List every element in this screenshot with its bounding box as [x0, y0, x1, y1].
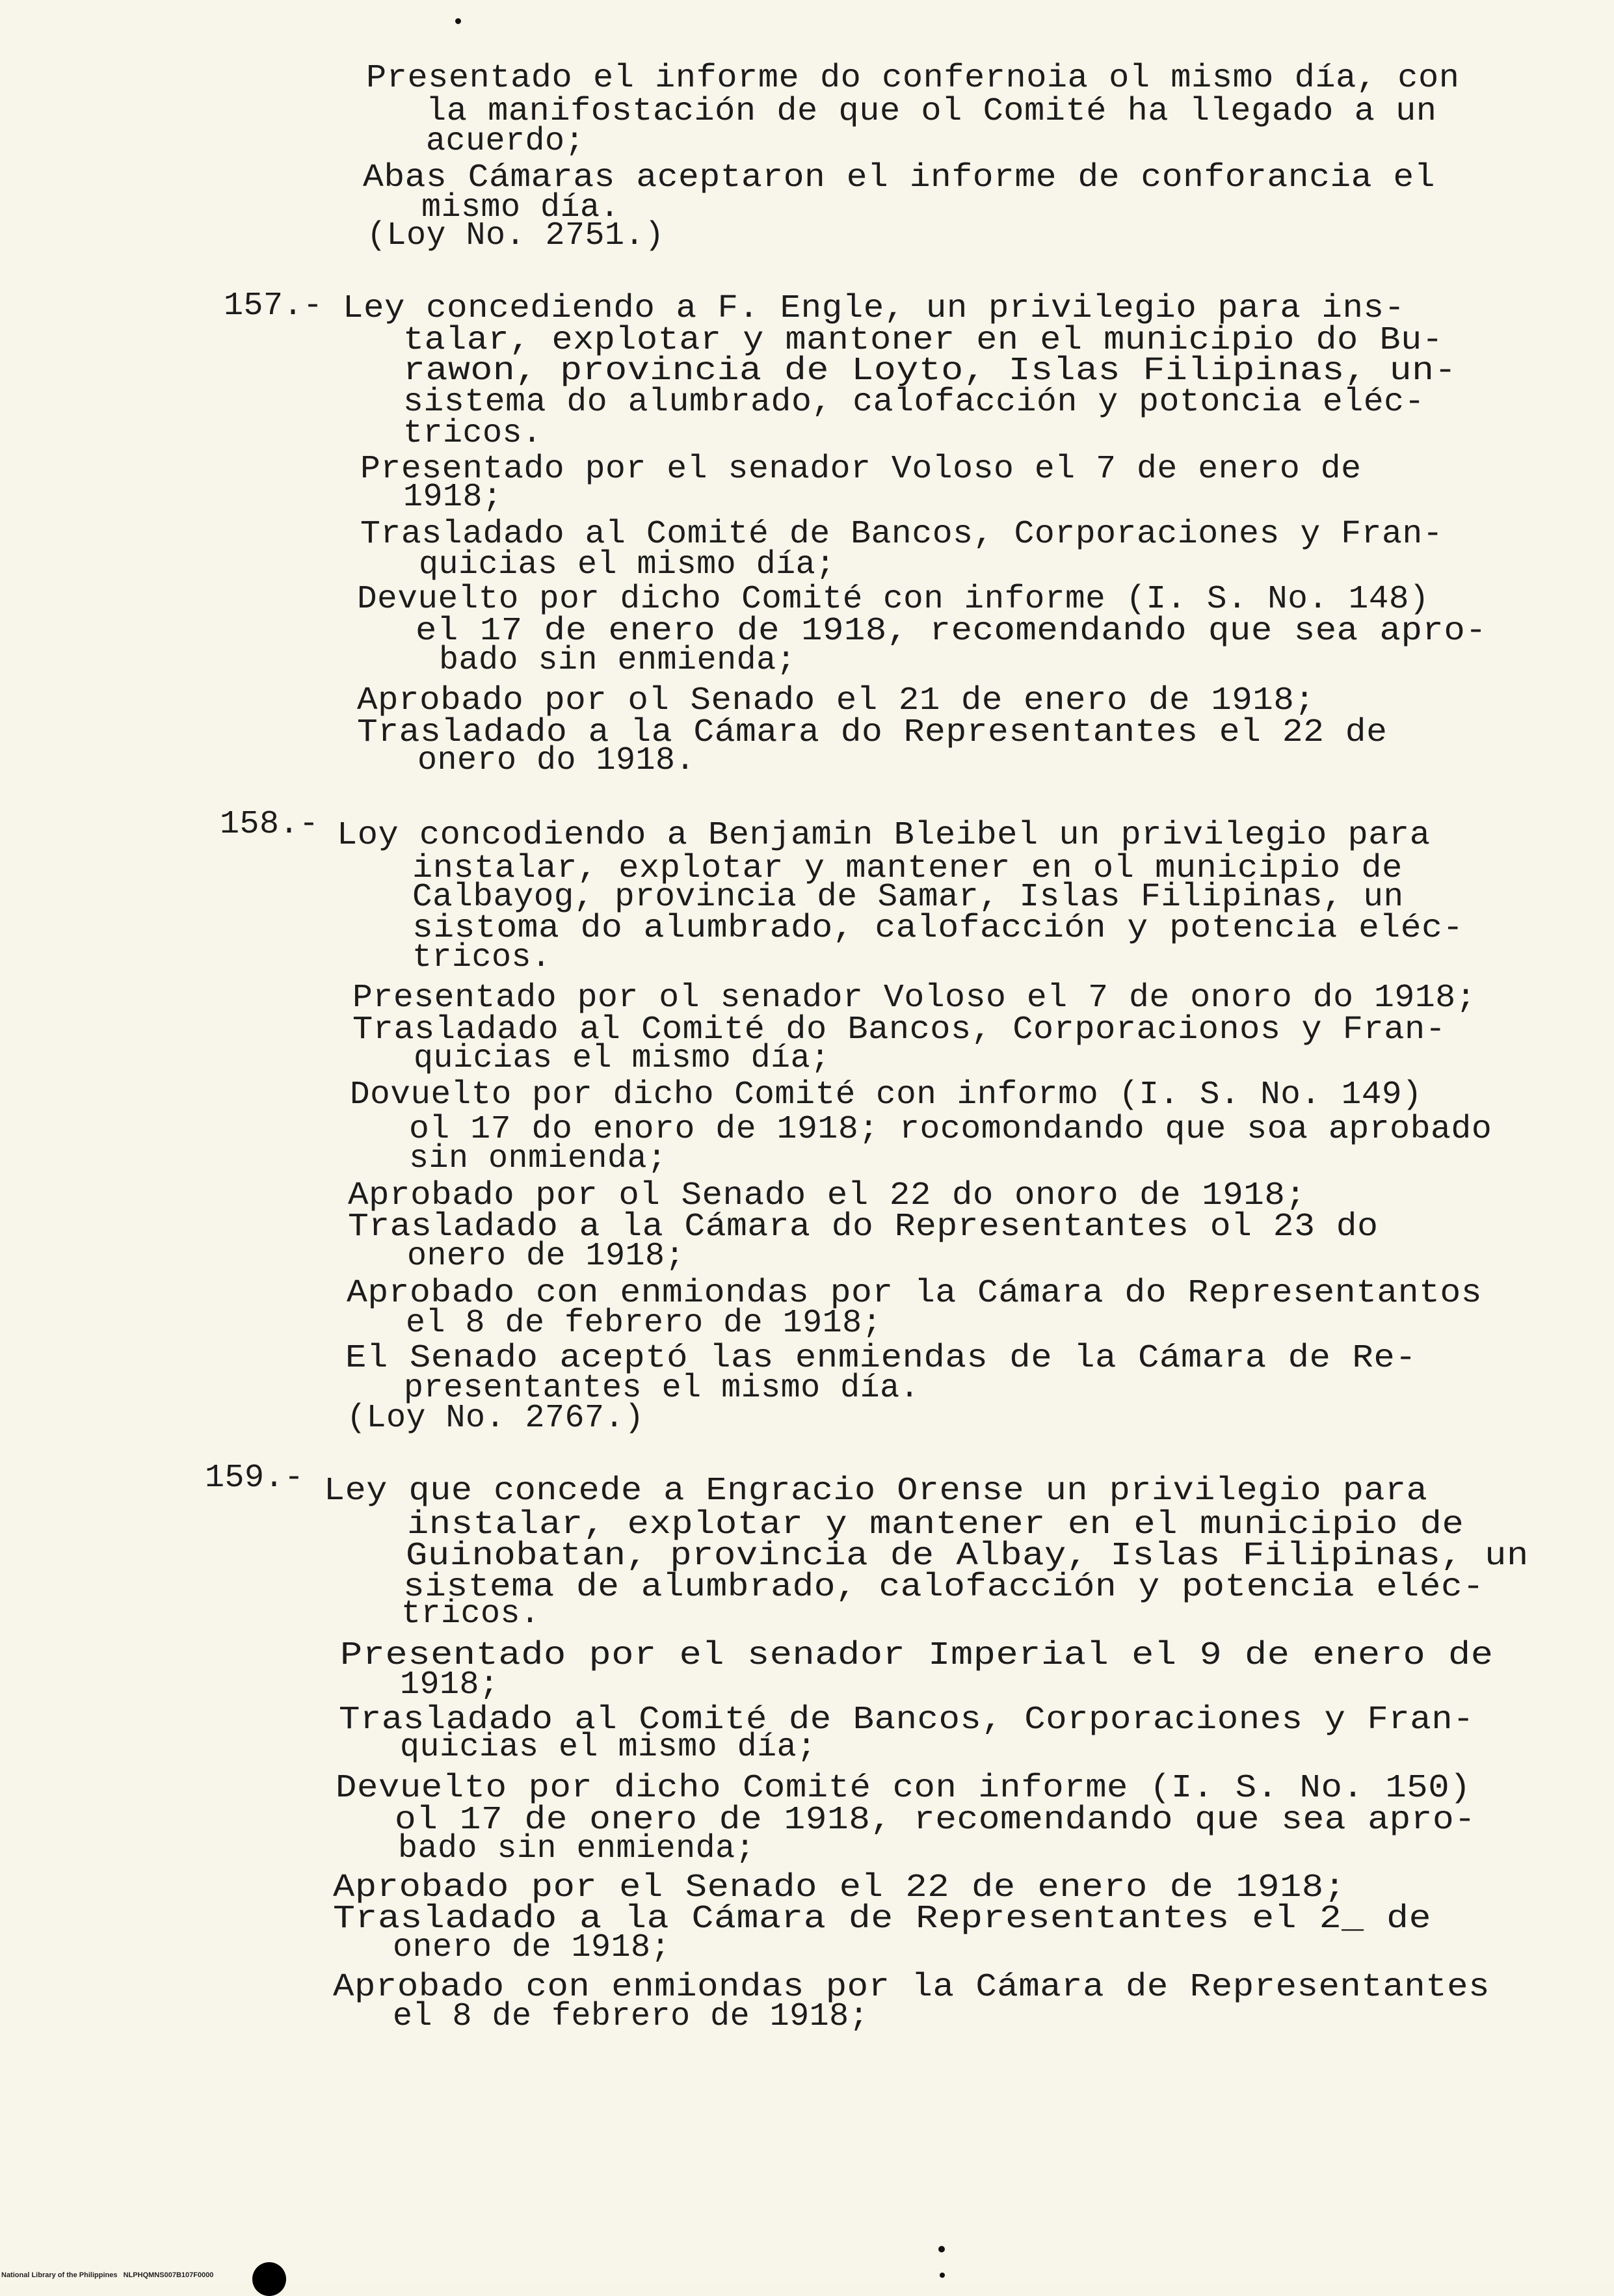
entry-157-line-14: Trasladado a la Cámara do Representantes el 22 de: [357, 714, 1388, 751]
entry-159-line-8: Trasladado al Comité de Bancos, Corporaciones y Fran-: [339, 1702, 1475, 1739]
footer-code: NLPHQMNS007B107F0000: [123, 2271, 214, 2279]
entry-158-line-16: el 8 de febrero de 1918;: [406, 1305, 882, 1342]
entry-159-line-9: quicias el mismo día;: [400, 1729, 817, 1766]
entry-158-line-6: Presentado por ol senador Voloso el 7 de onoro do 1918;: [352, 980, 1477, 1017]
entry-159-line-2: instalar, explotar y mantener en el municipio de: [407, 1506, 1464, 1543]
entry-157-line-2: talar, explotar y mantoner en el municipio do Bu-: [403, 322, 1444, 359]
intro-line-3: acuerdo;: [426, 123, 585, 160]
entry-157-line-6: Presentado por el senador Voloso el 7 de enero de: [360, 451, 1362, 488]
entry-159-number: 159.-: [205, 1460, 304, 1497]
entry-157-line-4: sistema do alumbrado, calofacción y potoncia eléc-: [403, 384, 1425, 421]
intro-line-2: la manifostación de que ol Comité ha llegado a un: [426, 93, 1437, 130]
entry-157-line-12: bado sin enmienda;: [439, 642, 797, 679]
entry-159-line-12: bado sin enmienda;: [398, 1830, 756, 1867]
entry-158-line-12: Aprobado por ol Senado el 22 do onoro de 1918;: [348, 1177, 1306, 1214]
footer-stamp: [1, 2271, 213, 2280]
entry-159-line-5: tricos.: [401, 1595, 540, 1633]
footer-library: National Library of the Philippines: [1, 2271, 118, 2279]
scan-blot: [252, 2262, 286, 2296]
entry-158-line-14: onero de 1918;: [407, 1238, 685, 1275]
entry-159-line-16: Aprobado con enmiondas por la Cámara de Representantes: [333, 1969, 1490, 2006]
entry-157-line-9: quicias el mismo día;: [419, 546, 836, 583]
entry-159-line-4: sistema de alumbrado, calofacción y potencia eléc-: [403, 1569, 1485, 1606]
scan-speck: [940, 2273, 945, 2278]
entry-158-line-13: Trasladado a la Cámara do Representantes ol 23 do: [348, 1208, 1379, 1246]
entry-158-line-17: El Senado aceptó las enmiendas de la Cámara de Re-: [345, 1340, 1417, 1377]
entry-158-line-7: Trasladado al Comité do Bancos, Corporacionos y Fran-: [352, 1011, 1446, 1048]
entry-158-line-10: ol 17 do enoro de 1918; rocomondando que soa aprobado: [409, 1111, 1492, 1148]
entry-158-line-15: Aprobado con enmiondas por la Cámara do Representantos: [347, 1275, 1483, 1312]
intro-line-4: Abas Cámaras aceptaron el informe de conforancia el: [363, 159, 1436, 196]
entry-157-line-8: Trasladado al Comité de Bancos, Corporaciones y Fran-: [360, 516, 1444, 553]
entry-157-line-5: tricos.: [403, 415, 542, 452]
entry-158-line-19: (Loy No. 2767.): [347, 1400, 644, 1437]
entry-159-line-3: Guinobatan, provincia de Albay, Islas Filipinas, un: [406, 1538, 1529, 1575]
scan-speck: [938, 2246, 945, 2252]
entry-157-line-10: Devuelto por dicho Comité con informe (I. S. No. 148): [357, 581, 1430, 618]
entry-159-line-17: el 8 de febrero de 1918;: [393, 1998, 869, 2035]
entry-159-line-13: Aprobado por el Senado el 22 de enero de 1918;: [333, 1869, 1346, 1906]
entry-158-line-3: Calbayog, provincia de Samar, Islas Filipinas, un: [412, 879, 1404, 916]
intro-line-5: mismo día.: [421, 189, 620, 226]
entry-158-line-8: quicias el mismo día;: [414, 1040, 830, 1077]
entry-157-line-7: 1918;: [403, 479, 503, 516]
entry-158-line-11: sin onmienda;: [409, 1140, 667, 1177]
entry-157-line-11: el 17 de enero de 1918, recomendando que sea apro-: [416, 613, 1487, 650]
entry-158-line-5: tricos.: [412, 939, 551, 976]
entry-157-line-3: rawon, provincia de Loyto, Islas Filipinas, un-: [403, 353, 1457, 390]
entry-158-line-2: instalar, explotar y mantener en ol municipio de: [412, 850, 1403, 887]
entry-158-line-4: sistoma do alumbrado, calofacción y potencia eléc-: [412, 910, 1464, 947]
scan-speck: [455, 18, 461, 24]
entry-158-line-9: Dovuelto por dicho Comité con informo (I. S. No. 149): [350, 1076, 1423, 1114]
entry-158-line-18: presentantes el mismo día.: [404, 1370, 920, 1407]
entry-158-line-1: Loy concodiendo a Benjamin Bleibel un privilegio para: [337, 817, 1431, 854]
entry-159-line-15: onero de 1918;: [393, 1929, 671, 1966]
entry-157-line-1: Ley concediendo a F. Engle, un privilegio para ins-: [343, 290, 1405, 327]
entry-157-line-13: Aprobado por ol Senado el 21 de enero de 1918;: [357, 682, 1316, 719]
intro-line-6: (Loy No. 2751.): [367, 217, 665, 254]
entry-159-line-7: 1918;: [400, 1666, 499, 1703]
entry-157-number: 157.-: [224, 287, 323, 325]
intro-line-1: Presentado el informe do confernoia ol mismo día, con: [366, 60, 1460, 97]
entry-159-line-14: Trasladado a la Cámara de Representantes el 2_ de: [333, 1901, 1432, 1938]
entry-157-line-15: onero do 1918.: [417, 742, 696, 779]
entry-159-line-11: ol 17 de onero de 1918, recomendando que sea apro-: [395, 1802, 1476, 1839]
entry-159-line-1: Ley que concede a Engracio Orense un privilegio para: [324, 1473, 1428, 1510]
entry-158-number: 158.-: [220, 806, 319, 843]
entry-159-line-10: Devuelto por dicho Comité con informe (I. S. No. 150): [336, 1770, 1472, 1807]
entry-159-line-6: Presentado por el senador Imperial el 9 de enero de: [340, 1637, 1494, 1674]
